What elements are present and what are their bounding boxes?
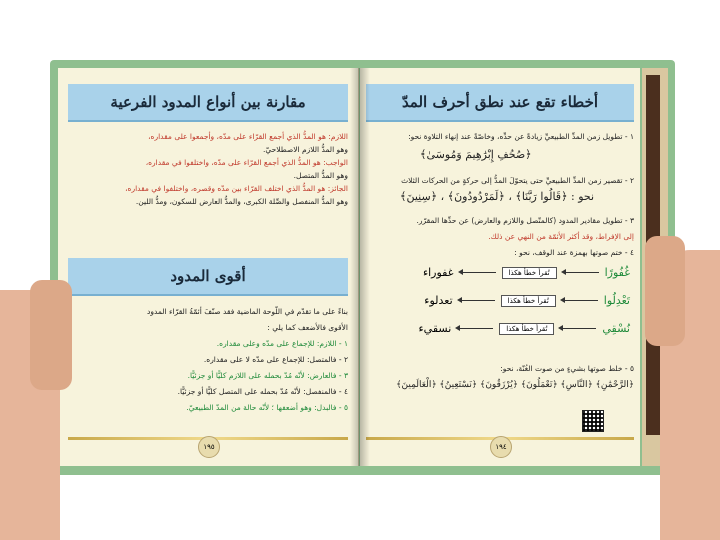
body-line: ٥ - فالبدل: وهو أضعفها ؛ لأنّه حالة من المدّ الطبيعيّ. (186, 403, 348, 412)
left-page (58, 68, 359, 466)
quran-quote (400, 190, 594, 203)
wrong-word: نسقيء (418, 322, 452, 335)
wrong-label-box: تُقرأ خطأ هكذا (502, 267, 557, 279)
example-row (424, 294, 630, 307)
definition-line: اللازم: هو المدُّ الذي أجمع القرّاء على مدّه، وأجمعوا على مقداره، (148, 132, 348, 141)
body-line: ٤ - فالمنفصل: لأنّه مُدّ بحمله على المتصل كليًّا أو جزئيًّا. (177, 387, 348, 396)
right-page-item: إلى الإفراط، وقد أكثر الأئمّة من النهي عن ذلك. (488, 232, 634, 241)
correct-word: غُفُورًا (604, 266, 630, 279)
quran-quote: ﴿الرَّحْمَٰنِ﴾ ﴿النَّاسِ﴾ ﴿تَعْمَلُونَ﴾ ﴿يُرْزَقُونَ﴾ ﴿نَسْتَعِينُ﴾ ﴿الْعَالَمِينَ﴾ (396, 380, 634, 390)
qr-code (582, 410, 604, 432)
definition-line: وهو المدُّ اللازم الاصطلاحيّ. (263, 145, 348, 154)
wrong-word: تعدلوء (424, 294, 453, 307)
page-number: ١٩٤ (490, 436, 512, 458)
right-page (360, 68, 640, 466)
quote-text: ﴿قَالُوا رَبَّنَا﴾ ، ﴿لَمَرْدُودُونَ﴾ ، ﴿سِنِينَ﴾ (400, 190, 568, 203)
correct-word: تَعْدِلُوا (603, 294, 630, 307)
wrong-label-box: تُقرأ خطأ هكذا (501, 295, 556, 307)
definition-line: وهو المدُّ المنفصل والصِّلة الكبرى، والمدُّ العارض للسكون، ومدُّ اللين. (135, 197, 348, 206)
open-book (50, 60, 675, 475)
quran-quote: ﴿صُحُفِ إِبْرَٰهِيمَ وَمُوسَىٰ﴾ (420, 148, 532, 161)
definition-line: الواجب: هو المدُّ الذي أجمع القرّاء على مدّه، واختلفوا في مقداره، (145, 158, 348, 167)
example-row (418, 322, 630, 335)
right-thumb (645, 236, 685, 346)
arrow-icon (560, 328, 596, 329)
right-page-item: ٤ - ختم صوتها بهمزة عند الوقف، نحو : (514, 248, 634, 257)
body-line: ١ - اللازم: للإجماع على مدّه وعلى مقداره. (216, 339, 348, 348)
right-page-title: أخطاء تقع عند نطق أحرف المدّ (366, 84, 634, 122)
arrow-icon (562, 300, 598, 301)
left-thumb (30, 280, 72, 390)
body-line: ٢ - فالمتصل: للإجماع على مدّه لا على مقداره. (203, 355, 348, 364)
example-row (423, 266, 630, 279)
left-page-body (70, 304, 348, 416)
arrow-icon (459, 300, 495, 301)
definition-line: الجائز: هو المدُّ الذي اختلف القرّاء بين مدّه وقصره، واختلفوا في مقداره، (125, 184, 348, 193)
left-page-definitions (70, 130, 348, 208)
definition-line: وهو المدُّ المتصل. (293, 171, 348, 180)
right-page-item: ٥ - خلط صوتها بشيءٍ من صوت الغُنّة، نحو: (500, 364, 634, 373)
quote-prefix: نحو : (571, 190, 595, 203)
body-line: بناءً على ما تقدّم في اللّوحة الماضية فقد صنّفَ أئمّةُ القرّاء المدود (147, 307, 348, 316)
book-spine (350, 68, 370, 466)
wrong-label-box: تُقرأ خطأ هكذا (499, 323, 554, 335)
body-line: ٣ - فالعارض: لأنّه مُدّ بحمله على اللازم كليًّا أو جزئيًّا. (187, 371, 348, 380)
right-page-item: ٣ - تطويل مقادير المدود (كالمتّصل واللازم والعارض) عن حدِّها المقرّر. (416, 216, 634, 225)
arrow-icon (563, 272, 599, 273)
correct-word: نُسْقِي (602, 322, 630, 335)
arrow-icon (457, 328, 493, 329)
left-page-subtitle: أقوى المدود (68, 258, 348, 296)
left-page-title: مقارنة بين أنواع المدود الفرعية (68, 84, 348, 122)
body-line: الأقوى فالأضعف كما يلي : (267, 323, 348, 332)
right-page-item: ١ - تطويل زمن المدِّ الطبيعيِّ زيادةً عن حدِّه، وخاصّةً عند إنهاء التلاوة نحو: (408, 132, 634, 141)
right-page-item: ٢ - تقصير زمن المدِّ الطبيعيِّ حتى يتحوّلَ المدُّ إلى حركةٍ من الحركات الثلاث (401, 176, 634, 185)
page-number: ١٩٥ (198, 436, 220, 458)
arrow-icon (460, 272, 496, 273)
wrong-word: غفوراء (422, 266, 454, 279)
